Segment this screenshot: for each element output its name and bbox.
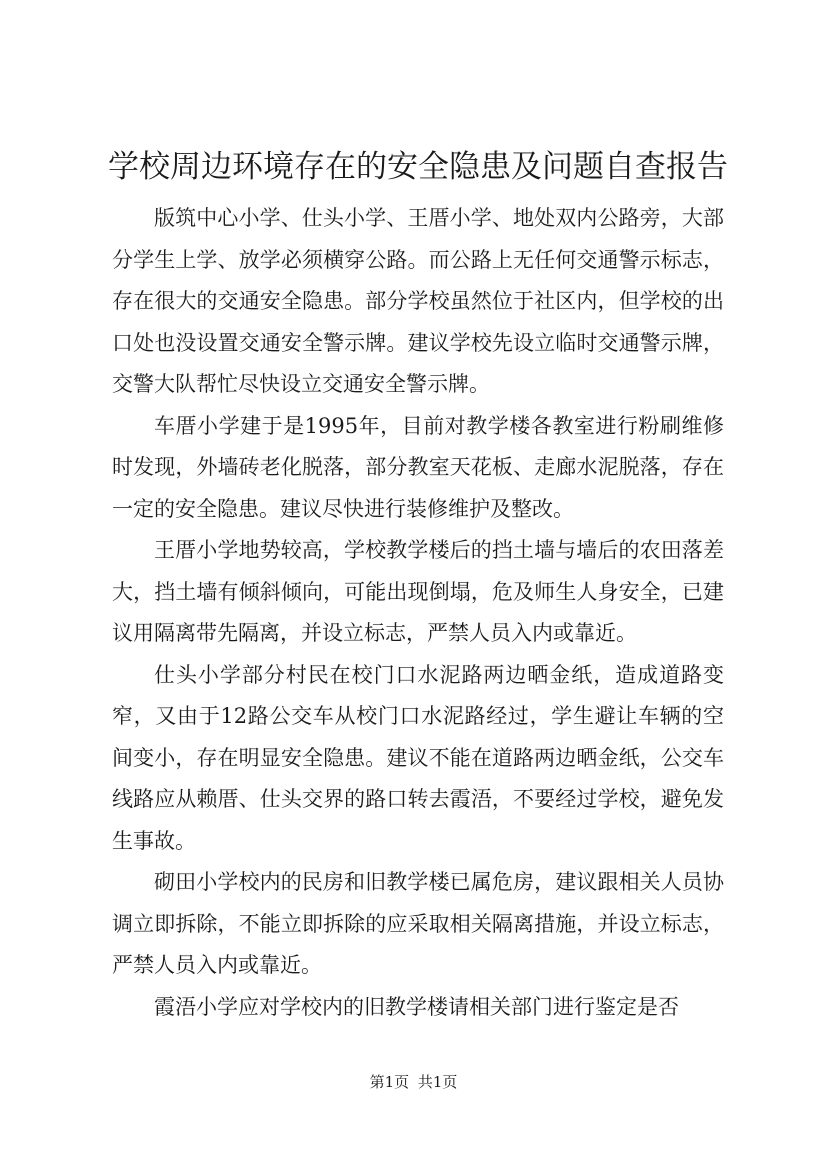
paragraph-6: 霞浯小学应对学校内的旧教学楼请相关部门进行鉴定是否 — [154, 994, 679, 1019]
paragraph-3: 王厝小学地势较高，学校教学楼后的挡土墙与墙后的农田落差大，挡土墙有倾斜倾向，可能出现倒塌，危及师生人身安全，已建议用隔离带先隔离，并设立标志，严禁人员入内或靠近。 — [112, 538, 724, 645]
paragraph-2: 车厝小学建于是1995年，目前对教学楼各教室进行粉刷维修时发现，外墙砖老化脱落，部分教室天花板、走廊水泥脱落，存在一定的安全隐患。建议尽快进行装修维护及整改。 — [112, 413, 724, 521]
paragraph-5: 砌田小学校内的民房和旧教学楼已属危房，建议跟相关人员协调立即拆除，不能立即拆除的应采取相关隔离措施，并设立标志，严禁人员入内或靠近。 — [112, 870, 724, 977]
paragraph-1: 版筑中心小学、仕头小学、王厝小学、地处双内公路旁，大部分学生上学、放学必须横穿公路。而公路上无任何交通警示标志，存在很大的交通安全隐患。部分学校虽然位于社区内，但学校的出口处也没设置交通安全警示牌。建议学校先设立临时交通警示牌，交警大队帮忙尽快设立交通安全警示牌。 — [112, 206, 724, 396]
paragraph-4: 仕头小学部分村民在校门口水泥路两边晒金纸，造成道路变窄，又由于12路公交车从校门口水泥路经过，学生避让车辆的空间变小，存在明显安全隐患。建议不能在道路两边晒金纸，公交车线路应从赖厝、仕头交界的路口转去霞浯，不要经过学校，避免发生事故。 — [112, 662, 724, 853]
page-total: 共1页 — [417, 1073, 458, 1091]
document-title: 学校周边环境存在的安全隐患及问题自查报告 — [108, 149, 728, 185]
page-footer — [0, 1072, 827, 1092]
page-number: 第1页 — [369, 1073, 410, 1091]
document-body — [112, 198, 724, 1028]
